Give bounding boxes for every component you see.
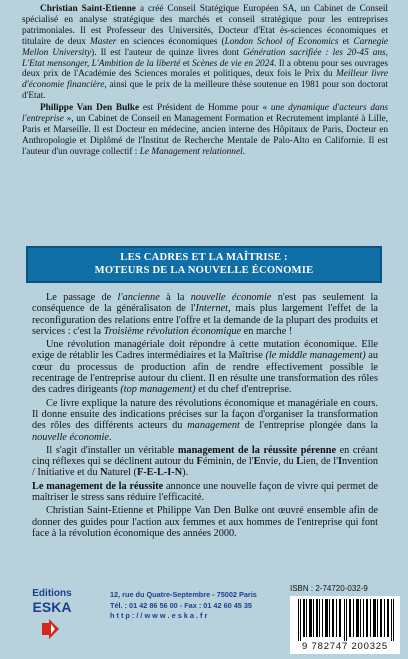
barcode-bars-icon [298,599,394,641]
title-banner [26,246,382,283]
banner-line-1: LES CADRES ET LA MAÎTRISE : [120,252,288,263]
publisher-address [110,590,286,622]
blurb-paragraph: Une révolution managériale doit répondre à cette mutation économique. Elle exige de rétablir les Cadres intermédiaires et la Maîtrise (le middle management) au cœur du processus de production afin de rendre effectivement possible le recentrage de l'entreprise autour du client. Il en résulte une transformation des rôles des cadres dirigeants (top management) et du chef d'entreprise. [32,339,378,396]
banner-line-2: MOTEURS DE LA NOUVELLE ÉCONOMIE [94,264,314,276]
website-link[interactable]: h t t p : / / w w w . e s k a . f r [110,611,208,620]
eska-emblem-icon [39,617,65,641]
blurb-paragraph: Christian Saint-Etienne et Philippe Van Den Bulke ont œuvré ensemble afin de donner des guides pour l'action aux femmes et aux hommes de l'entreprise qui font face à la révolution économique des années 2000. [32,505,378,539]
author-bios [22,4,388,158]
blurb-paragraph: Ce livre explique la nature des révolutions économique et managériale en cours. Il donne ensuite des indications précises sur la façon d'organiser la transformation des rôles des différents acteurs du management de l'entreprise plongée dans la nouvelle économie. [32,397,378,443]
blurb-paragraph: Il s'agit d'installer un véritable management de la réussite pérenne en créant cinq réflexes qui se déclinent autour du Féminin, de l'Envie, du Lien, de l'Invention / Initiative et du Naturel (F-E-L-I-N). [32,444,379,479]
blurb-text [32,292,378,539]
bio-van-den-bulke: Philippe Van Den Bulke est Président de Homme pour « une dynamique d'acteurs dans l'entreprise », un Cabinet de Conseil en Management Formation et Recrutement implanté à Lille, Paris et Marseille. Il est Docteur en médecine, ancien interne des Hôpitaux de Paris, Docteur en Anthropologie et Diplômé de l'Institut de Recherche Mentale de Palo-Alto en Californie. Il est l'auteur d'un ouvrage collectif : Le Management relationnel. [22,103,389,157]
blurb-paragraph: Le management de la réussite annonce une nouvelle façon de vivre qui permet de maîtriser le stress sans réduire l'efficacité. [32,480,378,504]
bio-saint-etienne: Christian Saint-Etienne a créé Conseil Statégique Européen SA, un Cabinet de Conseil spécialisé en analyse stratégique des marchés et conseil stratégique pour les entreprises patrimoniales. Il est Professeur des Universités, Docteur d'Etat ès-sciences économiques et titulaire de deux Master en sciences économiques (London School of Economics et Carnegie Mellon University). Il est l'auteur de quinze livres dont Génération sacrifiée : les 20-45 ans, L'Etat mensonger, L'Ambition de la liberté et Scènes de vie en 2024. Il a obtenu pour ses ouvrages deux prix de l'Académie des Sciences morales et politiques, deux fois le Prix du Meilleur livre d'économie financière, ainsi que le prix de la meilleure thèse soutenue en 1981 pour son doctorat d'Etat. [22,4,389,102]
author-name: Christian Saint-Etienne [40,4,136,14]
barcode [290,596,400,654]
phone-fax-line: Tél. : 01 42 86 56 00 - Fax : 01 42 60 45 35 [110,600,252,610]
logo-eska: ESKA [32,599,72,615]
publisher-logo [22,588,82,650]
isbn-label: ISBN : 2-74720-032-9 [290,584,368,593]
address-line: 12, rue du Quatre-Septembre - 75002 Paris [110,590,257,599]
blurb-paragraph: Le passage de l'ancienne à la nouvelle économie n'est pas seulement la conséquence de la généralisaton de l'Internet, mais plus largement l'effet de la reconfiguration des relations entre l'offre et la demande de la plupart des produits et services : c'est la Troisième révolution économique en marche ! [32,292,379,337]
author-name: Philippe Van Den Bulke [40,103,140,114]
barcode-number: 9 782747 200325 [302,641,388,652]
logo-editions: Editions [32,588,72,599]
back-cover-footer [0,582,408,659]
